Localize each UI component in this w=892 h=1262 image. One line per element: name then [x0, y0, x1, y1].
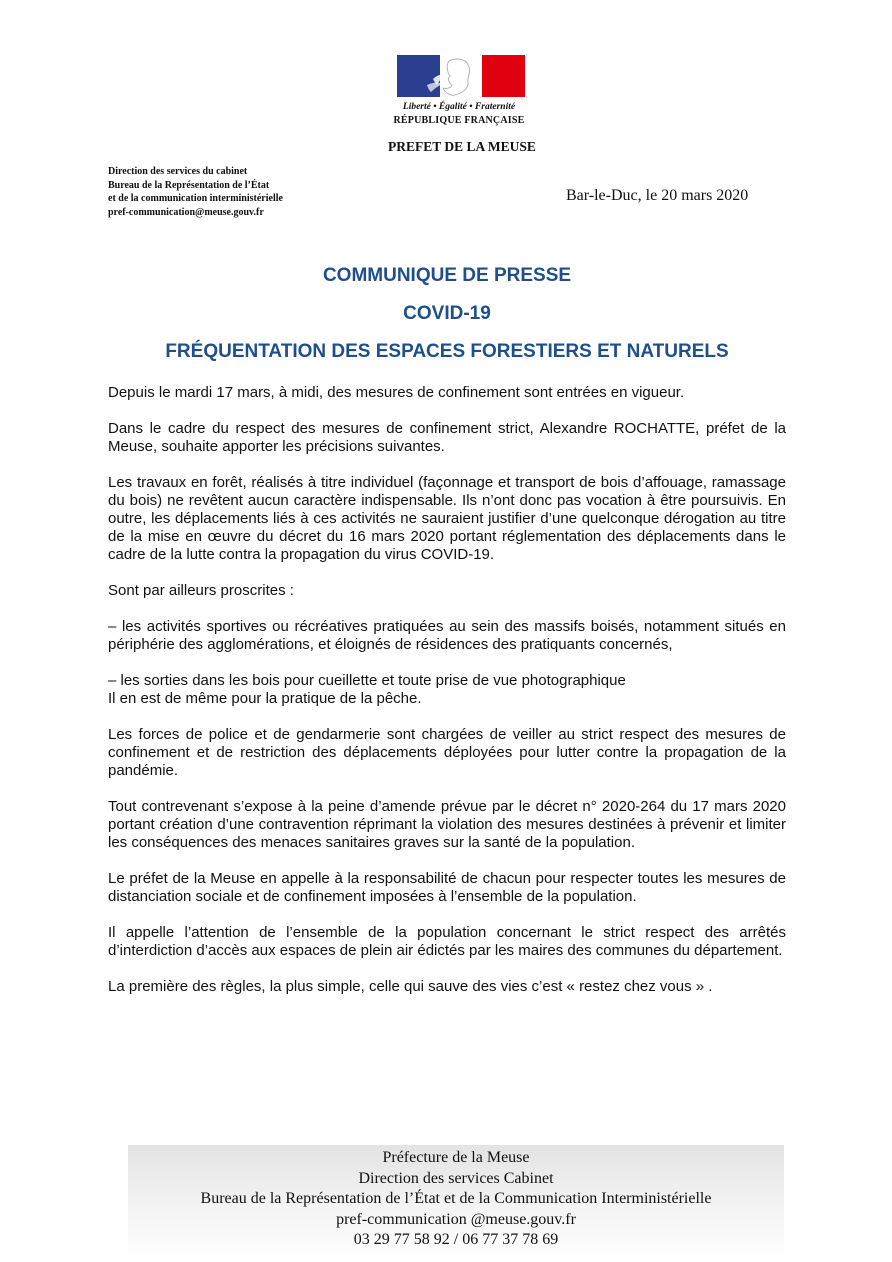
prefecture-heading: PREFET DE LA MEUSE [388, 139, 536, 154]
paragraph: Sont par ailleurs proscrites : [108, 582, 294, 599]
republic-name: RÉPUBLIQUE FRANÇAISE [393, 115, 525, 126]
paragraph: Depuis le mardi 17 mars, à midi, des mesures de confinement sont entrées en vigueur. [108, 384, 685, 401]
body-text [108, 384, 786, 1014]
paragraph: – les sorties dans les bois pour cueillette et toute prise de vue photographique Il en est de même pour la pratique de la pêche. [108, 672, 626, 707]
service-line: et de la communication interministérielle [108, 193, 283, 204]
service-email: pref-communication@meuse.gouv.fr [108, 206, 264, 218]
press-release-topic: FRÉQUENTATION DES ESPACES FORESTIERS ET NATURELS [165, 341, 729, 362]
paragraph: Les travaux en forêt, réalisés à titre individuel (façonnage et transport de bois d’affouage, ramassage du bois) ne revêtent aucun caractère indispensable. Ils n’ont donc pas vocation à être poursuivis. En outre, les déplacements liés à ces activités ne sauraient justifier d’une quelconque dérogation au titre de la mise en œuvre du décret du 16 mars 2020 portant réglementation des déplacements dans le cadre de la lutte contra la propagation du virus COVID-19. [108, 474, 786, 563]
press-release-subtitle: COVID-19 [403, 303, 491, 324]
paragraph: – les activités sportives ou récréatives pratiquées au sein des massifs boisés, notamment situés en périphérie des agglomérations, et éloignés de résidences des pratiquants concernés, [108, 618, 786, 653]
paragraph: Le préfet de la Meuse en appelle à la responsabilité de chacun pour respecter toutes les mesures de distanciation sociale et de confinement imposées à l’ensemble de la population. [108, 870, 786, 905]
footer-contact [128, 1145, 784, 1260]
footer-line: Direction des services Cabinet [358, 1169, 554, 1187]
service-block [108, 165, 283, 219]
republic-motto: Liberté • Égalité • Fraternité [402, 102, 516, 112]
footer-line: Préfecture de la Meuse [382, 1149, 530, 1166]
footer-line: Bureau de la Représentation de l’État et de la Communication Interministérielle [200, 1190, 712, 1207]
press-release-title: COMMUNIQUE DE PRESSE [322, 265, 572, 286]
footer-phone: 03 29 77 58 92 / 06 77 37 78 69 [353, 1231, 559, 1248]
service-line: Direction des services du cabinet [108, 166, 248, 177]
dateline: Bar-le-Duc, le 20 mars 2020 [566, 187, 749, 204]
paragraph: La première des règles, la plus simple, celle qui sauve des vies c’est « restez chez vous » . [108, 978, 713, 995]
paragraph: Tout contrevenant s’expose à la peine d’amende prévue par le décret n° 2020-264 du 17 mars 2020 portant création d’une contravention réprimant la violation des mesures destinées à prévenir et limiter les conséquences des menaces sanitaires graves sur la santé de la population. [108, 798, 786, 851]
paragraph: Les forces de police et de gendarmerie sont chargées de veiller au strict respect des mesures de confinement et de restriction des déplacements déployées pour lutter contre la propagation de la pandémie. [108, 726, 786, 779]
marianne-logo [391, 55, 527, 126]
paragraph: Dans le cadre du respect des mesures de confinement strict, Alexandre ROCHATTE, préfet de la Meuse, souhaite apporter les précisions suivantes. [108, 420, 786, 455]
service-line: Bureau de la Représentation de l’État [108, 179, 270, 191]
press-release-titles [108, 266, 786, 361]
paragraph: Il appelle l’attention de l’ensemble de la population concernant le strict respect des arrêtés d’interdiction d’accès aux espaces de plein air édictés par les maires des communes du département. [108, 924, 786, 959]
marianne-flag-icon [397, 55, 525, 97]
footer-email: pref-communication @meuse.gouv.fr [336, 1210, 576, 1228]
